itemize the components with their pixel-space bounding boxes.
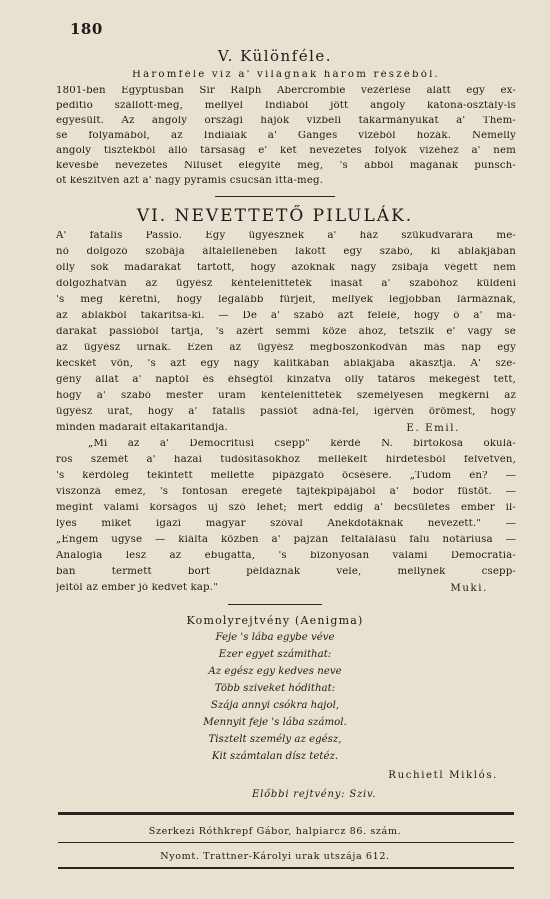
story-2-line: ban termett bort példáznak vele, mellynek csepp- — [56, 567, 516, 577]
story-1-line: olly sok madarakat tartott, hogy azoknak nagy zsibaja végett nem — [56, 263, 516, 273]
story-2-line: Analogia lesz az ebugatta, 's bizonyosan valami Democratiá- — [56, 551, 516, 561]
story-2-line: viszonzá emez, 's fontosan eregeté tajtékpipájából a' bodor füstöt. — — [56, 487, 516, 497]
riddle-line: Tisztelt személy az egész, — [208, 734, 342, 745]
story-1-line: 's meg kéretni, hogy legalább fürjeit, mellyek legjobban lármáznak, — [56, 295, 516, 305]
section-5-line: peditio szállott-meg, mellyel Indiából jött angoly katona-osztály-is — [56, 101, 516, 111]
section-5-line: kevesbé nevezetes Nilusét elegyíté még, 's abból magának punsch- — [56, 161, 516, 171]
story-1-line: kecskét vön, 's azt egy nagy kalitkában ablakjába akasztja. A' sze- — [56, 359, 516, 369]
editor-imprint: Szerkezi Róthkrepf Gábor, halpiarcz 86. szám. — [148, 826, 402, 837]
story-1-line: az ablakból takaritsa-ki. — De a' szabó azt felelé, hogy ő a' ma- — [56, 311, 516, 321]
page-number: 180 — [70, 20, 103, 38]
story-1-line: ügyész urat, hogy a' fatalis passiót adná-fel, igérvén örömest, hogy — [56, 407, 516, 417]
riddle-line: Kit számtalan dísz tetéz. — [211, 751, 339, 762]
story-2-line: „Mi az a' Democritusi csepp" kérdé N. birtokosa okulá- — [88, 439, 516, 449]
riddle-line: Feje 's lába egybe véve — [215, 632, 335, 643]
riddle-line: Szája annyi csókra hajol, — [210, 700, 340, 711]
imprint-top-rule — [58, 812, 514, 815]
riddle-line: Több sziveket hódithat: — [214, 683, 336, 694]
section-6-title: VI. NEVETTETŐ PILULÁK. — [136, 206, 414, 226]
riddle-signature: Ruchietl Miklós. — [388, 770, 498, 781]
story-1-line: hogy a' szabó mester uram kéntelenitteték személyesen megkérni az — [56, 391, 516, 401]
riddle-line: Az egész egy kedves neve — [208, 666, 342, 677]
story-2-line: lyes miket igazi magyar szóval Anekdotáknak nevezett." — — [56, 519, 516, 529]
story-2-signature: Muki. — [450, 583, 488, 594]
section-divider — [215, 196, 335, 197]
section-5-line: se folyamából, az Indiaiak a' Ganges vizéből hozák. Némelly — [56, 131, 516, 141]
story-2-line: megint valami kórságos uj szó lehet; mert eddig a' becsületes ember il- — [56, 503, 516, 513]
story-2-line: jeitől az ember jó kedvet kap." — [56, 583, 218, 593]
story-1-line: darakat passióból tartja, 's azért semmi köze ahoz, tetszik e' vagy se — [56, 327, 516, 337]
story-1-signature: E. Emil. — [406, 423, 460, 434]
story-1-line: minden madarait eltakaritandja. — [56, 423, 228, 433]
section-5-title: V. Különféle. — [217, 47, 333, 65]
story-1-line: A' fatalis Passio. Egy ügyésznek a' ház szükudvarára me- — [56, 231, 516, 241]
section-5-line: ot készítvén azt a' nagy pyramis csucsán itta-meg. — [56, 176, 324, 186]
riddle-line: Ezer egyet számithat: — [218, 649, 332, 660]
previous-riddle-answer: Előbbi rejtvény: Sziv. — [252, 789, 377, 800]
story-2-line: 's kérdőleg tekintett mellette pipázgató öcsésére. „Tudom én? — — [56, 471, 516, 481]
section-5-line: Háromféle víz a' világnak három részéből. — [131, 70, 440, 80]
story-2-line: ros szemét a' hazai tudósitásokhoz mellékelt hirdetésből felvetvén, — [56, 455, 516, 465]
riddle-line: Mennyit feje 's lába számol. — [203, 717, 347, 728]
section-5-line: 1801-ben Egyptusban Sir Ralph Abercrombie vezérlése alatt egy ex- — [56, 86, 516, 96]
imprint-middle-rule — [58, 842, 514, 843]
story-1-line: dolgozhatván az ügyész kéntelenitteték inasát a' szabóhoz küldeni — [56, 279, 516, 289]
section-divider — [228, 604, 322, 605]
riddle-title: Komolyrejtvény (Aenigma) — [186, 614, 364, 627]
story-1-line: gény állat a' naptól és éhségtől kinzatva olly tatáros mekegést tett, — [56, 375, 516, 385]
section-5-line: angoly tisztekből álló társaság e' két nevezetes folyók vizéhez a' nem — [56, 146, 516, 156]
story-1-line: nő dolgozó szobája általellenében lakott egy szabó, ki ablakjában — [56, 247, 516, 257]
section-5-line: egyesült. Az angoly országi hajók vizbeli takarmányukat a' Them- — [56, 116, 516, 126]
story-2-line: „Engem ugyse — kiálta közben a' pajzán feltalálású falu notáriusa — — [56, 535, 516, 545]
story-1-line: az ügyész urnak. Ezen az ügyész megboszonkodván más nap egy — [56, 343, 516, 353]
printer-imprint: Nyomt. Trattner-Károlyi urak utszája 612. — [160, 851, 390, 862]
imprint-bottom-rule — [58, 867, 514, 869]
